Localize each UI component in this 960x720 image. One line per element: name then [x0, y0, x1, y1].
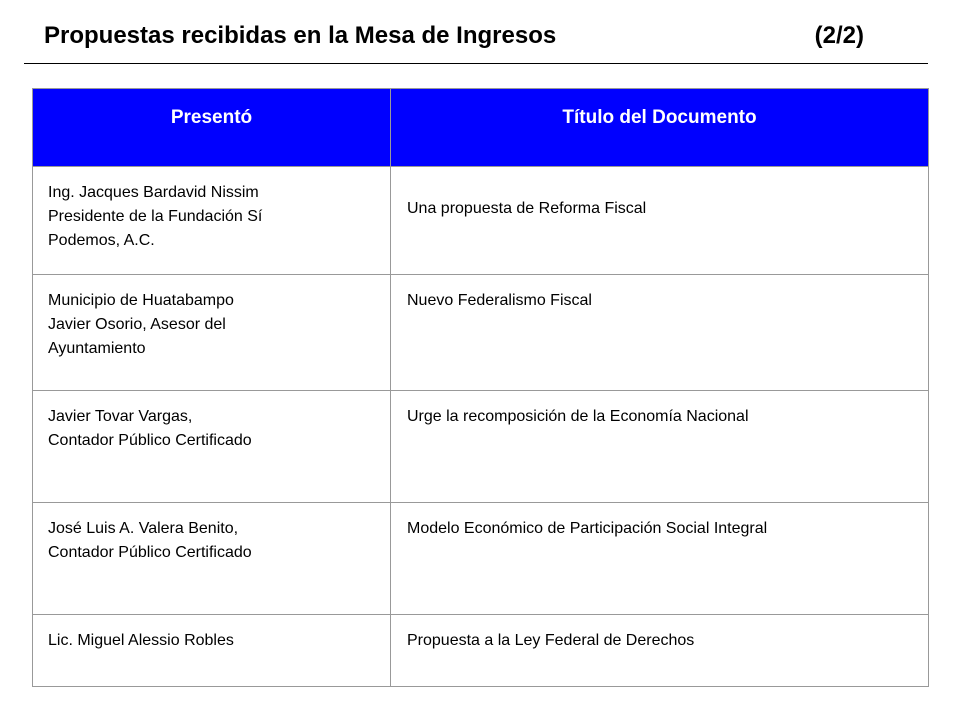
document-title-cell: Modelo Económico de Participación Social Integral: [391, 503, 929, 615]
page-indicator: (2/2): [814, 22, 864, 49]
title-bar: [44, 18, 864, 58]
presenter-cell: [33, 275, 391, 391]
presenter-line: Lic. Miguel Alessio Robles: [48, 632, 234, 649]
presenter-cell: [33, 615, 391, 687]
table-row: [33, 391, 929, 503]
column-header-document-title: Título del Documento: [391, 89, 929, 167]
presenter-line: Ing. Jacques Bardavid Nissim: [48, 184, 259, 201]
presenter-line: José Luis A. Valera Benito,: [48, 520, 239, 537]
presenter-cell: [33, 167, 391, 275]
document-title-cell: Nuevo Federalismo Fiscal: [391, 275, 929, 391]
table-header-row: [33, 89, 929, 167]
document-title-cell: Una propuesta de Reforma Fiscal: [391, 167, 929, 275]
table-row: [33, 167, 929, 275]
page-title: Propuestas recibidas en la Mesa de Ingresos: [44, 22, 557, 49]
column-header-presenter: Presentó: [33, 89, 391, 167]
presenter-line: Contador Público Certificado: [48, 432, 252, 449]
document-title-cell: Urge la recomposición de la Economía Nacional: [391, 391, 929, 503]
presenter-line: Presidente de la Fundación Sí: [48, 208, 263, 225]
presenter-line: Ayuntamiento: [48, 340, 146, 357]
table-row: [33, 615, 929, 687]
presenter-line: Municipio de Huatabampo: [48, 292, 234, 309]
proposals-table: [32, 88, 929, 687]
presenter-line: Javier Osorio, Asesor del: [48, 316, 226, 333]
title-divider: [24, 63, 928, 64]
table-row: [33, 275, 929, 391]
presenter-line: Javier Tovar Vargas,: [48, 408, 193, 425]
table-row: [33, 503, 929, 615]
presenter-cell: [33, 503, 391, 615]
document-title-cell: Propuesta a la Ley Federal de Derechos: [391, 615, 929, 687]
presenter-line: Podemos, A.C.: [48, 232, 155, 249]
presenter-line: Contador Público Certificado: [48, 544, 252, 561]
presenter-cell: [33, 391, 391, 503]
